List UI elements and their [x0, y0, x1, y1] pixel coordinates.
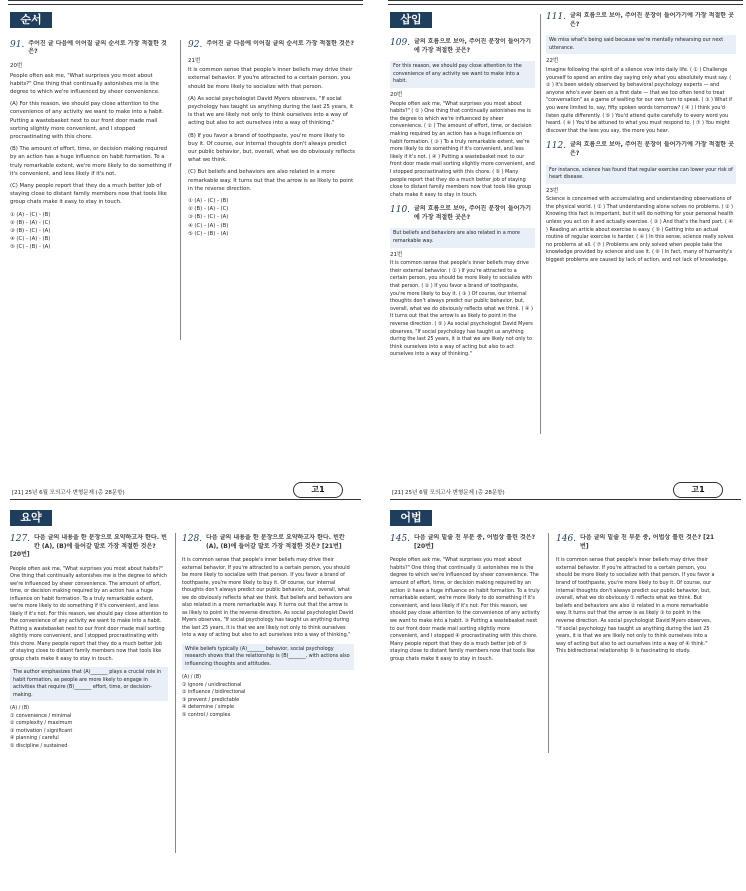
- option-3[interactable]: ③ (B) - (C) - (A): [188, 214, 229, 221]
- grade-badge: 고1: [673, 482, 723, 498]
- given-sentence: For instance, science has found that regular exercise can lower your risk of heart disease.: [546, 165, 736, 184]
- source-tag: 23번: [546, 187, 559, 194]
- paragraph-c: (C) But beliefs and behaviors are also related in a more remarkable way. It turns out that the arrow is as likely to point in the reverse direction.: [188, 169, 354, 192]
- answer-options: [10, 211, 172, 252]
- option-5[interactable]: ⑤ (C) - (B) - (A): [10, 244, 51, 251]
- worksheet-page-grammar: [388, 478, 743, 891]
- answer-options: [10, 705, 168, 750]
- question-111-112: [546, 12, 736, 269]
- option-header: (A) / (B): [182, 674, 202, 680]
- paragraph-a: (A) For this reason, we should pay close attention to the convenience of any activity we want to make into a habit. Putting a wastebasket next to our front door made mail sorting slightly more convenient, and I stopped procrastinating with this chore.: [10, 101, 164, 141]
- option-header: (A) / (B): [10, 705, 30, 711]
- passage: People often ask me, "What surprises you most about habits?" ( ① ) One thing that continually astonishes me is the degree to which we're influenced by sheer convenience. ( ② ) The amount of effort, time, or decision making required by an action has a huge influence on habit formation. ( ③ ) To a truly remarkable extent, we're more likely to do something if it's convenient, and less likely if it's not. ( ④ ) Putting a wastebasket next to our front door made mail sorting slightly more convenient, and I stopped procrastinating with this chore. ( ⑤ ) Many people report that they do a much better job of staying close to distant family members now that tools like group chats make it easy to stay in touch.: [390, 100, 535, 198]
- header-rule: [390, 499, 741, 500]
- question-92: [188, 40, 356, 238]
- passage: People often ask me, "What surprises you most about habits?" One thing that continually ① astonishes me is the degree to which we're influenced by sheer convenience. The amount of effort, time, or decision making required by an action ② have a huge influence on habit formation. To a truly remarkable extent, we're more likely to do something if it's convenient, and less likely if it's not. For this reason, we should pay close attention to the convenience of any activity we want to make into a habit. ③ Putting a wastebasket next to our front door made mail sorting slightly more convenient, and I stopped ④ procrastinating with this chore. Many people report that they do a much better job of ⑤ staying close to distant family members now that tools like group chats make it easy to stay in touch.: [390, 557, 540, 662]
- section-label: 요약: [10, 510, 52, 526]
- page-top-rule: [388, 0, 743, 5]
- passage: It is common sense that people's inner beliefs may drive their external behavior. If you're attracted to a certain person, you should be more likely to socialize with that person. If you favor a brand of toothpaste, you're more likely to buy it. Of course, our internal thoughts don't always predict our public behavior, but, overall, what we do obviously reflects what we think. But beliefs and behaviors are also related in a more remarkable way. It turns out that the arrow is as likely to point in the reverse direction. As social psychologist David Myers observes, "If social psychology has taught us anything during the last 25 years, it is that we are likely not only to think ourselves into a way of acting but also to act ourselves into a way of thinking.": [182, 557, 354, 638]
- answer-options: [188, 197, 356, 238]
- given-sentence: For this reason, we should pay close attention to the convenience of any activity we want to make into a habit.: [390, 61, 535, 88]
- grade-badge: 고1: [293, 482, 343, 498]
- section-label: 삽입: [390, 12, 432, 28]
- source-tag: 20번: [10, 63, 23, 70]
- option-1[interactable]: ① ignore / unidirectional: [182, 681, 242, 688]
- option-2[interactable]: ② (B) - (A) - (C): [10, 219, 51, 226]
- option-3[interactable]: ③ prevent / predictable: [182, 696, 240, 703]
- section-label: 어법: [390, 510, 432, 526]
- passage-intro: People often ask me, "What surprises you most about habits?" One thing that continually astonishes me is the degree to which we're influenced by sheer convenience.: [10, 72, 160, 96]
- question-number: 128.: [182, 534, 203, 544]
- option-1[interactable]: ① convenience / minimal: [10, 712, 72, 719]
- paragraph-b: (B) If you favor a brand of toothpaste, you're more likely to buy it. Of course, our internal thoughts don't always predict our public behavior, but, overall, what we do obviously reflects what we think.: [188, 132, 356, 164]
- question-number: 145.: [390, 534, 411, 544]
- question-number: 146.: [556, 534, 577, 544]
- option-2[interactable]: ② influence / bidirectional: [182, 689, 246, 695]
- question-number: 92.: [188, 40, 203, 50]
- option-4[interactable]: ④ (C) - (A) - (B): [10, 236, 51, 243]
- page-top-rule: [8, 0, 363, 5]
- question-title: 다음 글의 밑줄 친 부분 중, 어법상 틀린 것은? [20번]: [414, 534, 536, 550]
- passage-intro: It is common sense that people's inner beliefs may drive their external behavior. If you're attracted to a certain person, you should be more likely to socialize with that person.: [188, 67, 353, 90]
- question-title: 주어진 글 다음에 이어질 글의 순서로 가장 적절한 것은?: [28, 40, 167, 56]
- passage: It is common sense that people's inner beliefs may drive their external behavior. ( ① ) If you're attracted to a certain person, you should be more likely to socialize with that person. ( ② ) If you favor a brand of toothpaste, you're more likely to buy it. ( ③ ) Of course, our internal thoughts don't always predict our public behavior, but, overall, what we do obviously reflects what we think. ( ④ ) It turns out that the arrow is as likely to point in the reverse direction. ( ⑤ ) As social psychologist David Myers observes, "If social psychology has taught us anything during the last 25 years, it is that we are likely not only to think ourselves into a way of acting but also to act ourselves into a way of thinking.": [390, 260, 533, 358]
- option-3[interactable]: ③ (B) - (C) - (A): [10, 228, 51, 235]
- option-4[interactable]: ④ determine / simple: [182, 704, 235, 710]
- option-5[interactable]: ⑤ control / complex: [182, 711, 231, 718]
- summary-sentence: While beliefs typically (A)_______ behavior, social psychology research shows that the relationship is (B)_______, with actions also influencing thoughts and attitudes.: [182, 644, 354, 671]
- option-2[interactable]: ② (B) - (A) - (C): [188, 206, 229, 213]
- header-rule: [10, 499, 361, 500]
- summary-sentence: The author emphasizes that (A)_______ plays a crucial role in habit formation, as people are more likely to engage in activities that require (B)_______ effort, time, or decision-making.: [10, 667, 168, 701]
- passage: It is common sense that people's inner beliefs may drive their external behavior. If you're attracted to a certain person, you should be more likely to socialize with that person. If you favor a brand of toothpaste, you're more likely to buy it. Of course, our internal thoughts don't always predict our public behavior, but, overall, what we do obviously ① reflects what we think. But beliefs and behaviors are also ② related in a more remarkable way. It turns out that the arrow is as likely ③ to point in the reverse direction. As social psychologist David Myers observes, "If social psychology has taught us anything during the last 25 years, it is that we are likely not only to think ourselves into a way of acting but also to act ourselves into a way of ④ think." This bidirectional relationship ⑤ is fascinating to study.: [556, 557, 715, 655]
- option-4[interactable]: ④ (C) - (A) - (B): [188, 222, 229, 229]
- option-1[interactable]: ① (A) - (C) - (B): [188, 198, 229, 205]
- question-146: [556, 534, 716, 660]
- question-title: 글의 흐름으로 보아, 주어진 문장이 들어가기에 가장 적절한 곳은?: [414, 205, 532, 221]
- question-number: 127.: [10, 534, 31, 544]
- source-tag: 21번: [188, 58, 201, 64]
- question-127: [10, 534, 168, 750]
- question-91: [10, 40, 172, 252]
- worksheet-page-summary: [8, 478, 363, 891]
- column-divider: [175, 533, 176, 853]
- question-number: 111.: [546, 12, 567, 22]
- option-3[interactable]: ③ motivation / significant: [10, 727, 73, 734]
- column-divider: [540, 14, 541, 434]
- option-5[interactable]: ⑤ (C) - (B) - (A): [188, 230, 229, 237]
- question-145: [390, 534, 540, 668]
- answer-options: [182, 674, 354, 719]
- column-divider: [548, 533, 549, 753]
- given-sentence: We miss what's being said because we're mentally rehearsing our next utterance.: [546, 35, 736, 54]
- question-title: 다음 글의 내용을 한 문장으로 요약하고자 한다. 빈칸 (A), (B)에 들어갈 말로 가장 적절한 것은? [20번]: [10, 534, 167, 558]
- question-title: 다음 글의 내용을 한 문장으로 요약하고자 한다. 빈칸 (A), (B)에 들어갈 말로 가장 적절한 것은? [21번]: [206, 534, 345, 550]
- section-label: 순서: [10, 12, 52, 28]
- passage: Science is concerned with accumulating and understanding observations of the physical world. ( ① ) That understanding alone solves no problems. ( ② ) Knowing this fact is important, but it will do nothing for your personal health unless you act on it and actually exercise. ( ③ ) And that's the hard part. ( ④ ) Reading an article about exercise is easy. ( ⑤ ) Getting into an actual routine of regular exercise is harder. ( ⑥ ) In this sense, science really solves no problems at all. ( ⑦ ) Problems are only solved when people take the knowledge provided by science and use it. ( ⑧ ) In fact, many of humanity's biggest problems are caused by lack of action, and not lack of knowledge.: [546, 196, 734, 264]
- question-title: 글의 흐름으로 보아, 주어진 문장이 들어가기에 가장 적절한 곳은?: [414, 38, 532, 54]
- column-divider: [180, 40, 181, 340]
- exam-header: [21] 25년 6월 모의고사 변형문제 (총 28문항): [392, 490, 505, 496]
- paragraph-a: (A) As social psychologist David Myers observes, "If social psychology has taught us anything during the last 25 years, it is that we are likely not only to think ourselves into a way of acting but also to act ourselves into a way of thinking.": [188, 95, 354, 127]
- option-2[interactable]: ② complexity / maximum: [10, 720, 73, 726]
- source-tag: 20번: [390, 91, 403, 98]
- question-title: 주어진 글 다음에 이어질 글의 순서로 가장 적절한 것은?: [206, 40, 355, 47]
- exam-header: [21] 25년 6월 모의고사 변형문제 (총 28문항): [12, 490, 125, 496]
- question-128: [182, 534, 354, 719]
- question-number: 110.: [390, 205, 411, 216]
- option-1[interactable]: ① (A) - (C) - (B): [10, 211, 51, 218]
- given-sentence: But beliefs and behaviors are also related in a more remarkable way.: [390, 228, 535, 247]
- passage: People often ask me, "What surprises you most about habits?" One thing that continually astonishes me is the degree to which we're influenced by sheer convenience. The amount of effort, time, or decision making required by an action has a huge influence on habit formation. To a truly remarkable extent, we're more likely to do something if it's convenient, and less likely if it's not. For this reason, we should pay close attention to the convenience of any activity we want to make into a habit. Putting a wastebasket next to our front door made mail sorting slightly more convenient, and I stopped procrastinating with this chore. Many people report that they do a much better job of staying close to distant family members now that tools like group chats make it easy to stay in touch.: [10, 565, 168, 662]
- paragraph-c: (C) Many people report that they do a much better job of staying close to distant family members now that tools like group chats make it easy to stay in touch.: [10, 183, 167, 206]
- question-title: 다음 글의 밑줄 친 부분 중, 어법상 틀린 것은? [21번]: [580, 534, 715, 550]
- source-tag: 22번: [546, 58, 559, 65]
- option-4[interactable]: ④ planning / careful: [10, 735, 59, 741]
- question-number: 91.: [10, 40, 25, 50]
- option-5[interactable]: ⑤ discipline / sustained: [10, 742, 68, 749]
- worksheet-page-order: [8, 0, 363, 448]
- paragraph-b: (B) The amount of effort, time, or decision making required by an action has a huge influence on habit formation. To a truly remarkable extent, we're more likely to do something if it's convenient, and less likely if it's not.: [10, 146, 172, 177]
- worksheet-page-insertion: [388, 0, 743, 448]
- question-109-110: [390, 38, 535, 363]
- question-number: 112.: [546, 141, 567, 152]
- question-number: 109.: [390, 38, 411, 48]
- question-title: 글의 흐름으로 보아, 주어진 문장이 들어가기에 가장 적절한 곳은?: [570, 141, 734, 157]
- question-title: 글의 흐름으로 보아, 주어진 문장이 들어가기에 가장 적절한 곳은?: [570, 12, 734, 28]
- passage: Imagine following the spirit of a silence vow into daily life. ( ① ) Challenge yourself to spend an entire day saying only what you absolutely must say. ( ② ) It's been widely observed by behavioral psychology experts — and anyone who's ever been on a first date — that we too often tend to treat "conversation" as a game of waiting for our own turn to speak. ( ③ ) What if you were limited to, say, fifty spoken words tomorrow? ( ④ ) I think you'd listen quite differently. ( ⑤ ) You'd attend quite carefully to every word you heard. ( ⑥ ) You'd be attuned to what you must respond to. ( ⑦ ) You might discover that the less you say, the more you hear.: [546, 66, 732, 134]
- source-tag: 21번: [390, 251, 403, 258]
